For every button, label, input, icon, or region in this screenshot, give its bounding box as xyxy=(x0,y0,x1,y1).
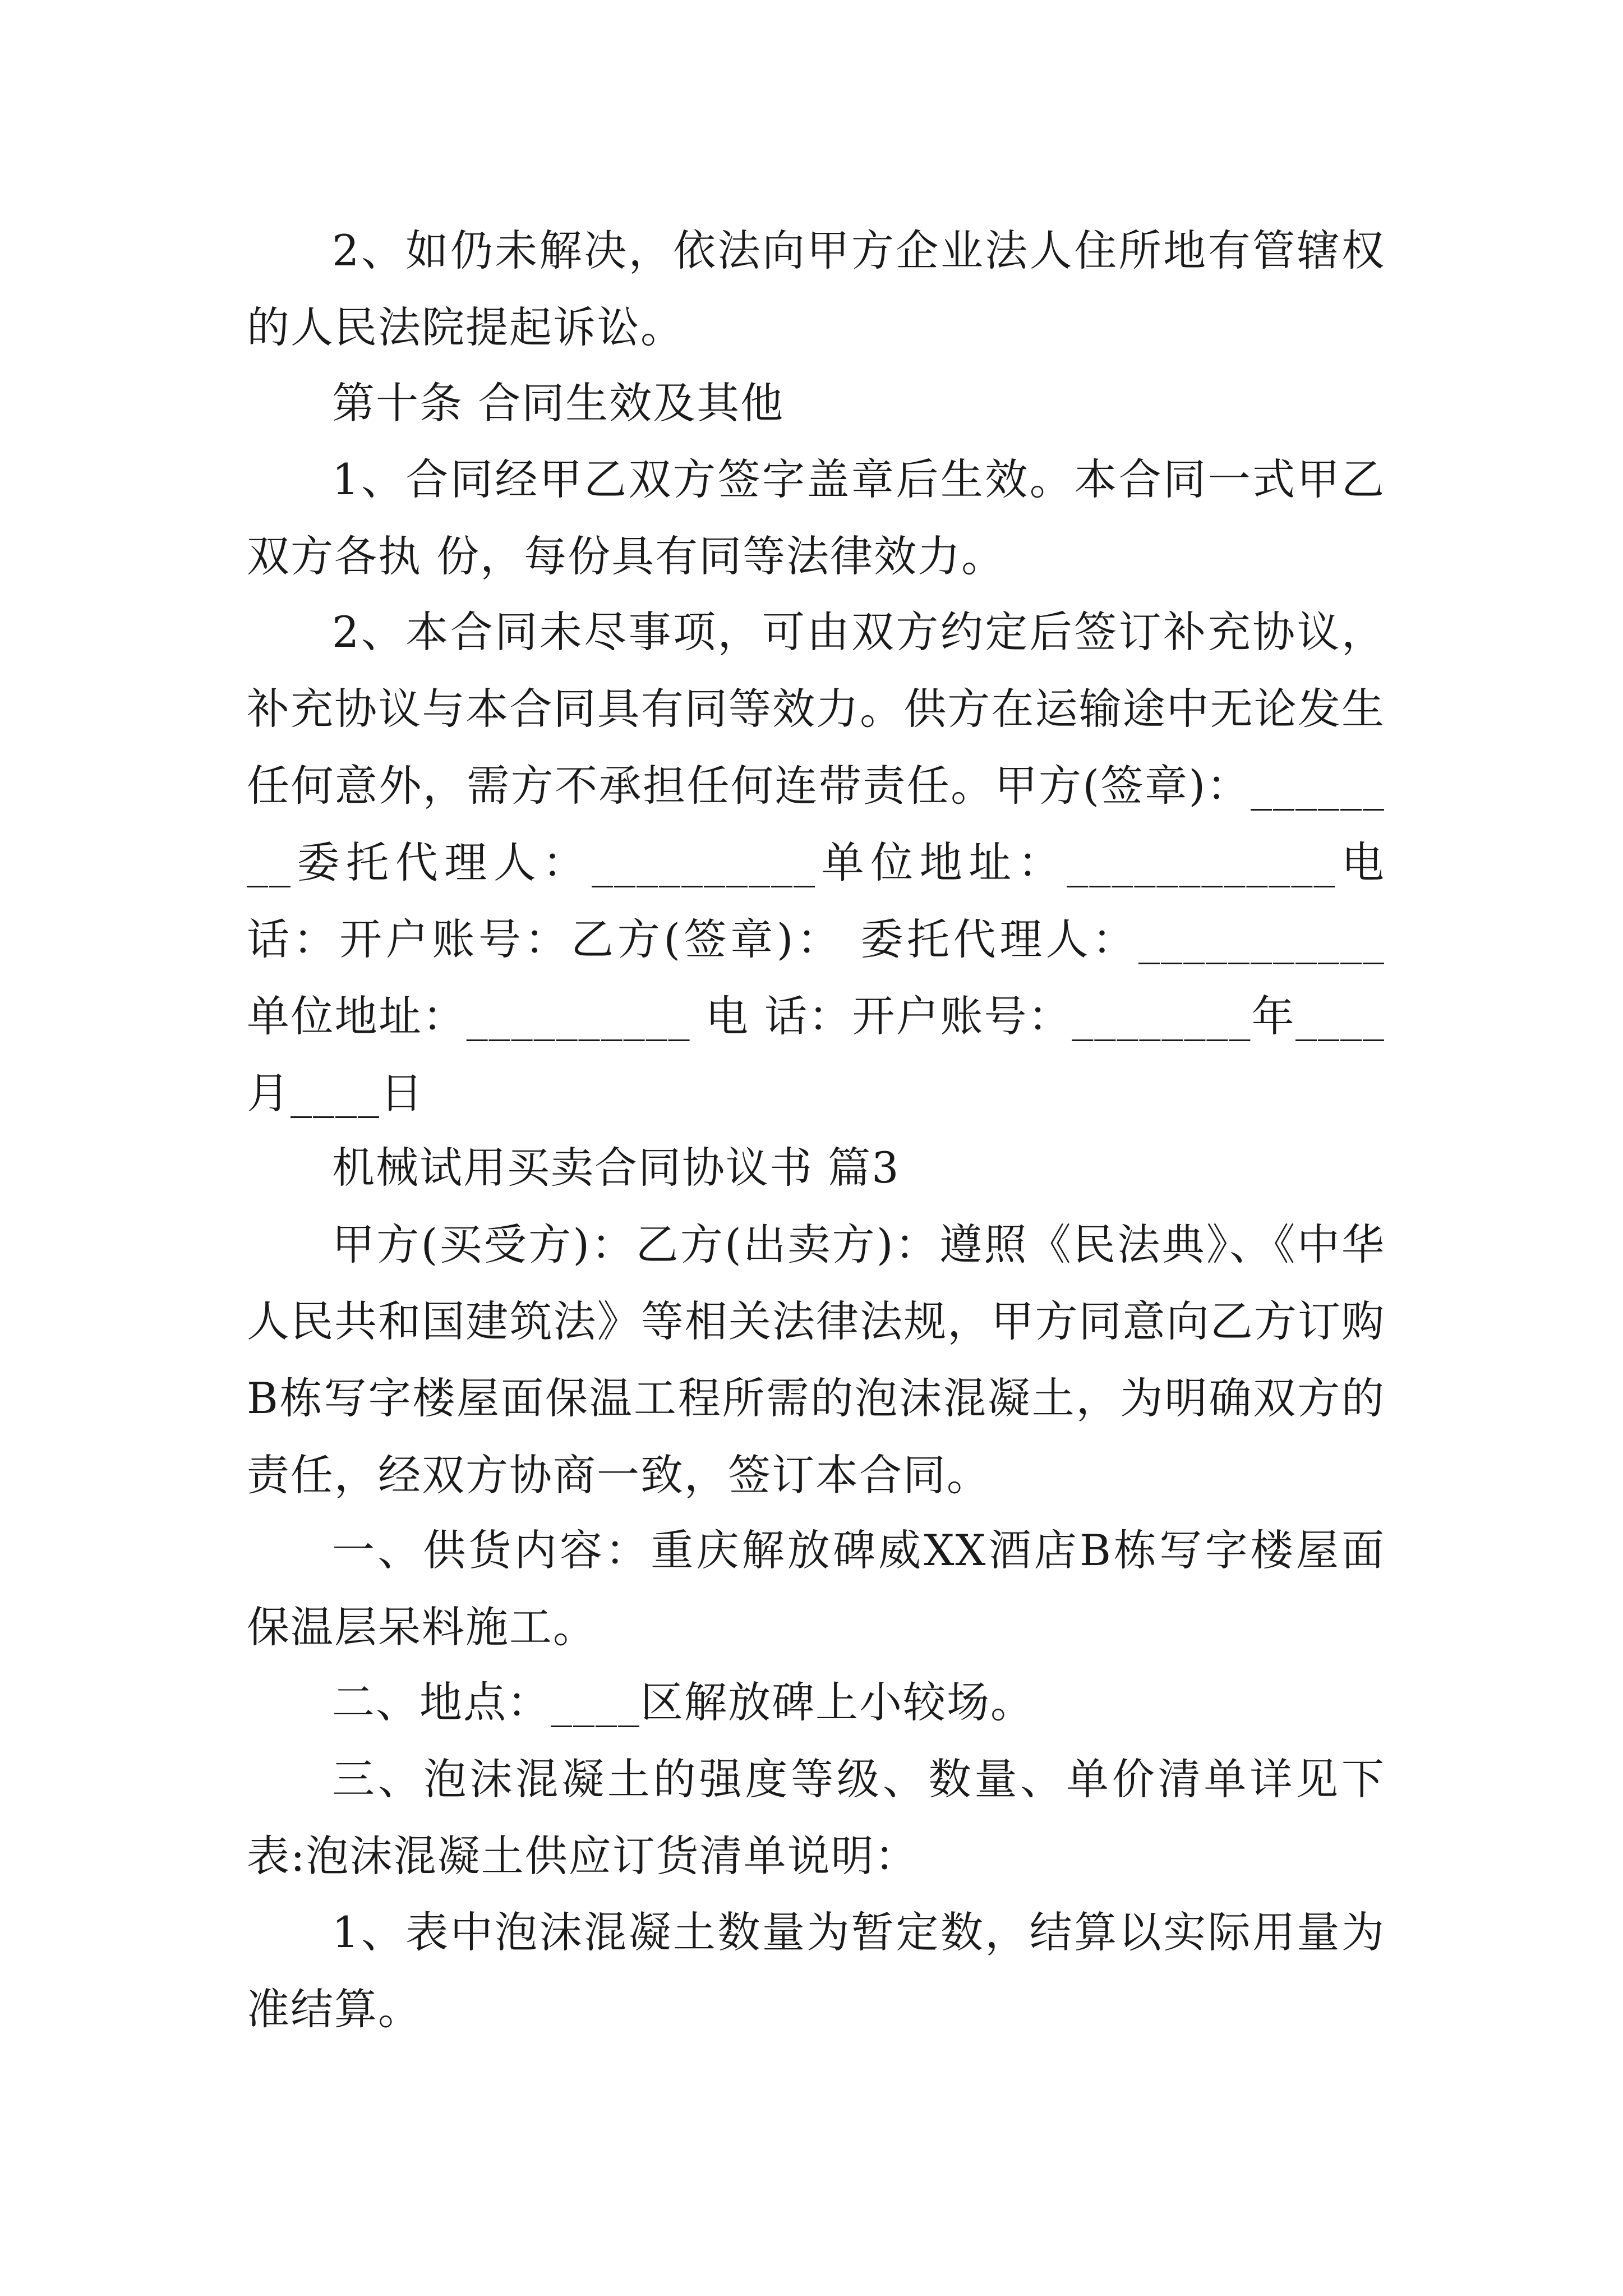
paragraph-supply-content: 一、供货内容：重庆解放碑威XX酒店B栋写字楼屋面保温层呆料施工。 xyxy=(247,1525,1385,1652)
paragraph-strength-grade-list: 三、泡沫混凝土的强度等级、数量、单价清单详见下表:泡沫混凝土供应订货清单说明： xyxy=(247,1754,1385,1881)
paragraph-quantity-note: 1、表中泡沫混凝土数量为暂定数，结算以实际用量为准结算。 xyxy=(247,1907,1385,2034)
paragraph-contract-effect: 1、合同经甲乙双方签字盖章后生效。本合同一式甲乙双方各执 份，每份具有同等法律效力。 xyxy=(247,454,1385,581)
paragraph-lawsuit-clause: 2、如仍未解决，依法向甲方企业法人住所地有管辖权的人民法院提起诉讼。 xyxy=(247,226,1385,352)
paragraph-supplementary-and-signatures: 2、本合同未尽事项，可由双方约定后签订补充协议，补充协议与本合同具有同等效力。供方在运输途中无论发生任何意外，需方不承担任何连带责任。甲方(签章)：________委托代理人：__________单位地址：____________电 话：开户账号：乙方(签章)： 委托代理人：___________ 单位地址：__________ 电 话：开户账号：________年____月____日 xyxy=(247,607,1385,1118)
document-section-title: 机械试用买卖合同协议书 篇3 xyxy=(332,1143,900,1193)
paragraph-parties-preamble: 甲方(买受方)：乙方(出卖方)：遵照《民法典》、《中华人民共和国建筑法》等相关法律法规，甲方同意向乙方订购B栋写字楼屋面保温工程所需的泡沫混凝土，为明确双方的责任，经双方协商一致，签订本合同。 xyxy=(247,1220,1385,1500)
paragraph-location: 二、地点：____区解放碑上小较场。 xyxy=(332,1677,1034,1727)
section-heading-article-10: 第十条 合同生效及其他 xyxy=(332,378,785,428)
